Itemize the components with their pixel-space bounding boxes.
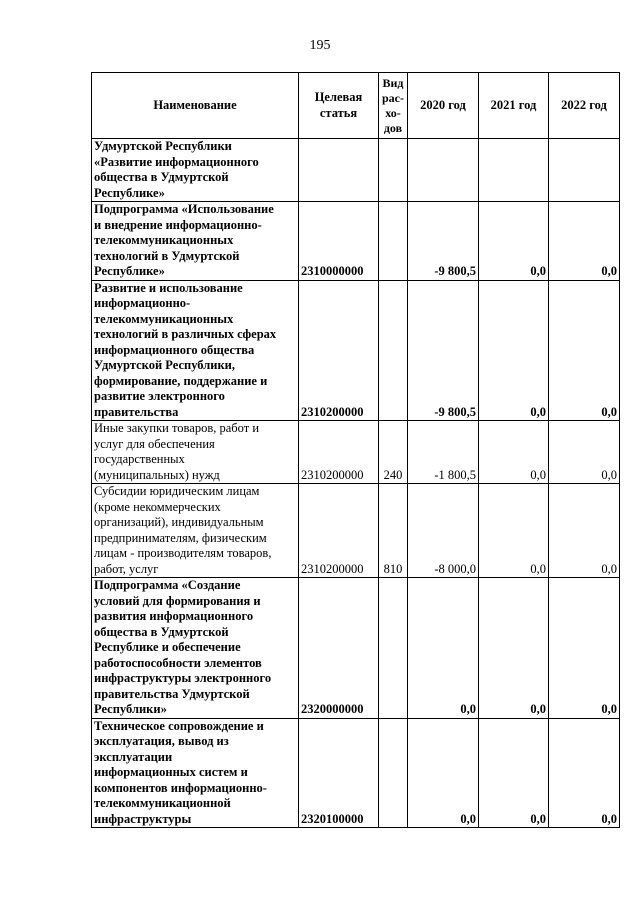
cell-2021: 0,0	[479, 718, 549, 828]
cell-2020: 0,0	[408, 718, 479, 828]
cell-target-code: 2320000000	[299, 578, 379, 719]
cell-name: Подпрограмма «Использование и внедрение информационно- телекоммуникационных технологий в Удмуртской Республике»	[92, 202, 299, 281]
cell-2021: 0,0	[479, 280, 549, 421]
cell-name: Развитие и использование информационно- телекоммуникационных технологий в различных сферах информационного общества Удмуртской Республики, формирование, поддержание и развитие электронного правительства	[92, 280, 299, 421]
table-row	[92, 578, 620, 719]
cell-2022: 0,0	[549, 484, 620, 578]
header-name: Наименование	[92, 73, 299, 139]
cell-2022: 0,0	[549, 421, 620, 484]
table-row	[92, 421, 620, 484]
cell-target-code: 2320100000	[299, 718, 379, 828]
cell-2020: -8 000,0	[408, 484, 479, 578]
cell-2022: 0,0	[549, 718, 620, 828]
cell-2020: -1 800,5	[408, 421, 479, 484]
cell-2022: 0,0	[549, 280, 620, 421]
cell-expense-type: 240	[379, 421, 408, 484]
cell-expense-type	[379, 280, 408, 421]
table-row	[92, 202, 620, 281]
cell-2020: 0,0	[408, 578, 479, 719]
cell-2020: -9 800,5	[408, 202, 479, 281]
cell-2021: 0,0	[479, 421, 549, 484]
cell-name: Подпрограмма «Создание условий для формирования и развития информационного общества в Удмуртской Республике и обеспечение работоспособности элементов инфраструктуры электронного правительства Удмуртской Республики»	[92, 578, 299, 719]
budget-table	[91, 72, 620, 828]
cell-name: Техническое сопровождение и эксплуатация, вывод из эксплуатации информационных систем и компонентов информационно- телекоммуникационной инфраструктуры	[92, 718, 299, 828]
table-row	[92, 718, 620, 828]
cell-2021: 0,0	[479, 578, 549, 719]
table-row	[92, 280, 620, 421]
cell-name: Иные закупки товаров, работ и услуг для обеспечения государственных (муниципальных) нужд	[92, 421, 299, 484]
cell-2020: -9 800,5	[408, 280, 479, 421]
table-body	[92, 139, 620, 828]
cell-expense-type	[379, 718, 408, 828]
cell-2021: 0,0	[479, 484, 549, 578]
header-code: Целевая статья	[299, 73, 379, 139]
header-expense-type: Вид рас- хо- дов	[379, 73, 408, 139]
cell-2022	[549, 139, 620, 202]
cell-2022: 0,0	[549, 202, 620, 281]
cell-target-code	[299, 139, 379, 202]
cell-expense-type	[379, 202, 408, 281]
cell-target-code: 2310000000	[299, 202, 379, 281]
cell-2021: 0,0	[479, 202, 549, 281]
table-row	[92, 484, 620, 578]
table-header-row	[92, 73, 620, 139]
cell-2021	[479, 139, 549, 202]
cell-target-code: 2310200000	[299, 484, 379, 578]
header-2022: 2022 год	[549, 73, 620, 139]
cell-name: Удмуртской Республики «Развитие информационного общества в Удмуртской Республике»	[92, 139, 299, 202]
cell-expense-type: 810	[379, 484, 408, 578]
cell-target-code: 2310200000	[299, 280, 379, 421]
cell-name: Субсидии юридическим лицам (кроме некоммерческих организаций), индивидуальным предпринимателям, физическим лицам - производителям товаров, работ, услуг	[92, 484, 299, 578]
cell-expense-type	[379, 139, 408, 202]
header-2020: 2020 год	[408, 73, 479, 139]
table-row	[92, 139, 620, 202]
cell-target-code: 2310200000	[299, 421, 379, 484]
cell-expense-type	[379, 578, 408, 719]
cell-2020	[408, 139, 479, 202]
page-number: 195	[309, 38, 331, 53]
header-2021: 2021 год	[479, 73, 549, 139]
cell-2022: 0,0	[549, 578, 620, 719]
